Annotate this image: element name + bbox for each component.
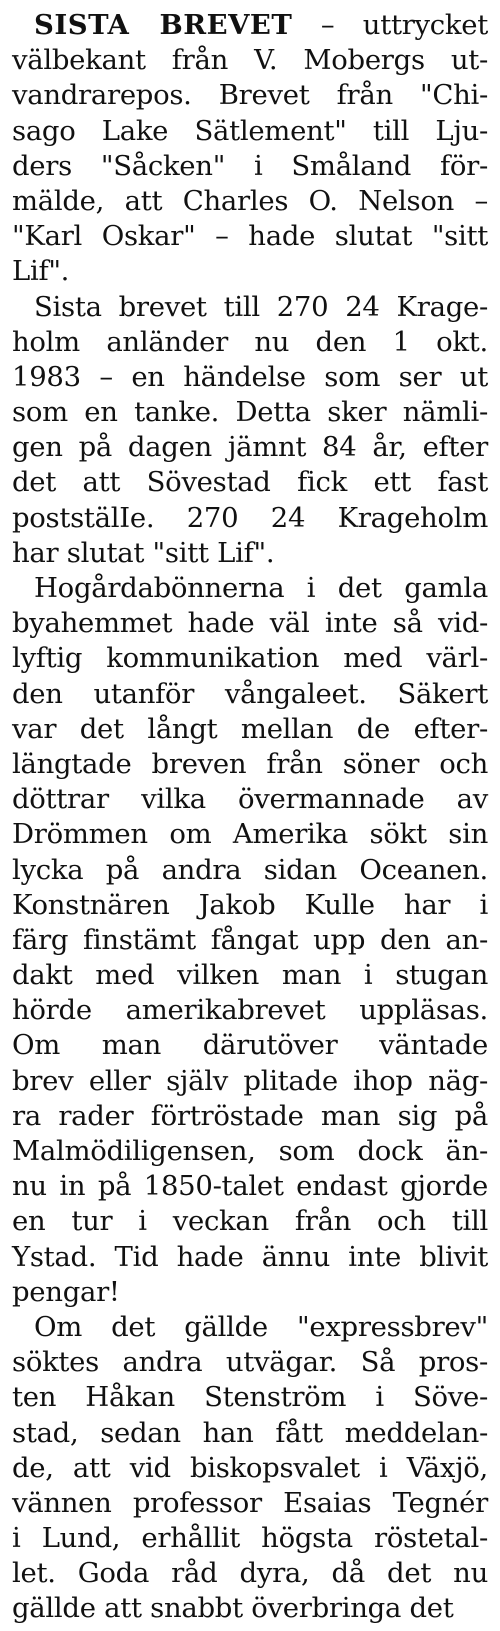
- article-line-text: stad, sedan han fått meddelan-: [12, 1416, 488, 1449]
- article-line-text: Malmödiligensen, som dock än-: [12, 1135, 488, 1167]
- article-line-text: pengar!: [12, 1275, 120, 1308]
- article-line-text: brev eller själv plitade ihop näg-: [12, 1064, 488, 1097]
- article-line: [12, 1169, 488, 1204]
- article-line-text: dakt med vilken man i stugan: [12, 959, 488, 992]
- article-line: [12, 1486, 488, 1521]
- article-line: [12, 430, 488, 465]
- article-line: [12, 782, 488, 817]
- article-line-text: det att Sövestad fick ett fast: [12, 466, 488, 499]
- article-line: [12, 536, 488, 571]
- article-line-text: var det långt mellan de efter-: [12, 712, 488, 745]
- article-line-text: vännen professor Esaias Tegnér: [12, 1486, 488, 1519]
- article-line: [12, 817, 488, 852]
- article-line: [12, 888, 488, 923]
- article-line: [12, 677, 488, 712]
- article-line: [12, 360, 488, 395]
- article-line: [12, 1451, 488, 1486]
- article-line-text: längtade breven från söner och: [12, 747, 488, 780]
- article-line: [12, 149, 488, 184]
- article-line-text: – uttrycket: [292, 9, 488, 41]
- article-line: [12, 1275, 488, 1310]
- article-line: [12, 641, 488, 676]
- article-line: [12, 114, 488, 149]
- article-line-text: poststälIe. 270 24 Krageholm: [12, 501, 488, 534]
- article-line: [12, 712, 488, 747]
- article-line: [12, 1240, 488, 1275]
- article-line-text: lycka på andra sidan Oceanen.: [12, 853, 488, 886]
- article-line: [12, 747, 488, 782]
- article-line: [12, 1521, 488, 1556]
- article-line: [12, 1310, 488, 1345]
- article-line-text: hörde amerikabrevet uppläsas.: [12, 994, 488, 1027]
- article-line-text: ders "Såcken" i Småland för-: [12, 149, 488, 182]
- article-line-text: Ystad. Tid hade ännu inte blivit: [12, 1240, 488, 1273]
- article-line: [12, 958, 488, 993]
- article-line-text: färg finstämt fångat upp den an-: [12, 923, 488, 956]
- article-line: [12, 465, 488, 500]
- article-line: [12, 1064, 488, 1099]
- article-line-text: i Lund, erhållit högsta röstetal-: [12, 1522, 488, 1555]
- article-line-text: holm anländer nu den 1 okt.: [12, 325, 488, 358]
- article-line: [12, 325, 488, 360]
- article-line: [12, 1099, 488, 1134]
- article-line-text: gällde att snabbt överbringa det: [12, 1592, 454, 1625]
- article-line-text: Drömmen om Amerika sökt sin: [12, 818, 488, 851]
- article-kicker: SISTA BREVET: [34, 9, 293, 41]
- article-line: [12, 571, 488, 606]
- article-line-text: 1983 – en händelse som ser ut: [12, 360, 488, 393]
- article-line: [12, 290, 488, 325]
- article-line-text: "Karl Oskar" – hade slutat "sitt: [12, 220, 488, 253]
- article-line: [12, 8, 488, 43]
- article-line-text: nu in på 1850-talet endast gjorde: [12, 1170, 488, 1203]
- article-line: [12, 43, 488, 78]
- article-line-text: som en tanke. Detta sker nämli-: [12, 396, 488, 429]
- article-line: [12, 1028, 488, 1063]
- article-line-text: let. Goda råd dyra, då det nu: [12, 1557, 488, 1590]
- article-line-text: Konstnären Jakob Kulle har i: [12, 888, 488, 921]
- article-line-text: den utanför vångaleet. Säkert: [12, 677, 488, 710]
- article-line: [12, 1345, 488, 1380]
- article-line-text: ten Håkan Stenström i Söve-: [12, 1381, 488, 1414]
- article-line-text: Om det gällde "expressbrev": [34, 1310, 488, 1343]
- article-line-text: har slutat "sitt Lif".: [12, 536, 275, 569]
- article-line: [12, 1591, 488, 1626]
- article-line: [12, 1416, 488, 1451]
- article-line-text: sago Lake Sätlement" till Lju-: [12, 114, 488, 147]
- article-line-text: ra rader förtröstade man sig på: [12, 1099, 488, 1132]
- article-line-text: Sista brevet till 270 24 Krage-: [34, 290, 488, 323]
- article-line-text: en tur i veckan från och till: [12, 1205, 488, 1238]
- article-line: [12, 606, 488, 641]
- article-line: [12, 1204, 488, 1239]
- article-line: [12, 78, 488, 113]
- article-line: [12, 923, 488, 958]
- article-line-text: Hogårdabönnerna i det gamla: [34, 572, 488, 604]
- article-line: [12, 254, 488, 289]
- article-line: [12, 1134, 488, 1169]
- article-line: [12, 501, 488, 536]
- article-line-text: söktes andra utvägar. Så pros-: [12, 1346, 488, 1379]
- article-line-text: byahemmet hade väl inte så vid-: [12, 607, 488, 640]
- article-line: [12, 1556, 488, 1591]
- article-line: [12, 853, 488, 888]
- article-line: [12, 993, 488, 1028]
- article-line-text: de, att vid biskopsvalet i Växjö,: [12, 1451, 488, 1484]
- article-line-text: gen på dagen jämnt 84 år, efter: [12, 431, 488, 464]
- article-line-text: lyftig kommunikation med värl-: [12, 642, 488, 675]
- article-line-text: vandrarepos. Brevet från "Chi-: [12, 79, 488, 112]
- article-line: [12, 219, 488, 254]
- article-line-text: döttrar vilka övermannade av: [12, 783, 488, 816]
- article-line-text: Lif".: [12, 255, 70, 288]
- article-line-text: välbekant från V. Mobergs ut-: [12, 44, 488, 77]
- article-line: [12, 395, 488, 430]
- article-line-text: mälde, att Charles O. Nelson –: [12, 184, 488, 217]
- article-line-text: Om man därutöver väntade: [12, 1029, 488, 1062]
- article-line: [12, 184, 488, 219]
- article-line: [12, 1380, 488, 1415]
